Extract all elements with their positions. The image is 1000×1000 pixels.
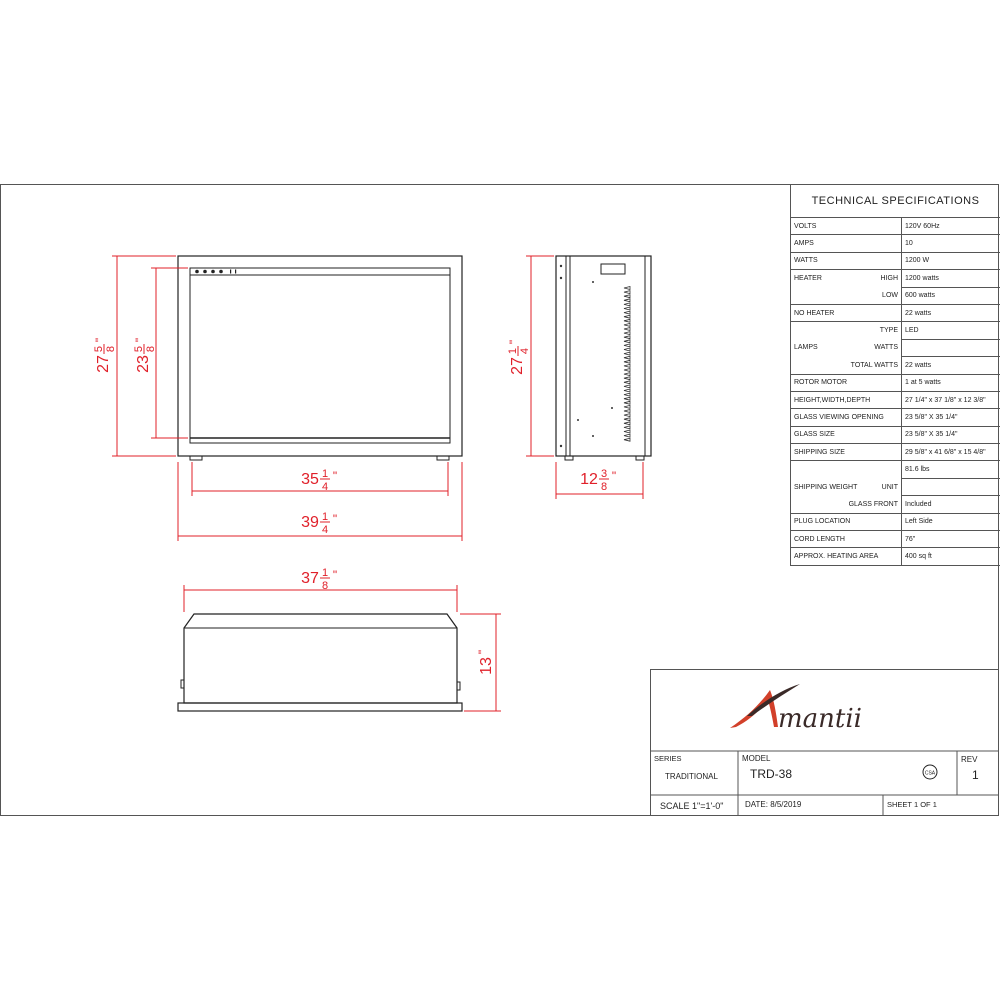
top-body-outline xyxy=(184,614,457,703)
series-label: SERIES xyxy=(654,754,682,763)
spec-row xyxy=(791,304,1000,321)
spec-value: 76" xyxy=(902,531,1000,548)
spec-value: 120V 60Hz xyxy=(902,218,1000,235)
vent-slot xyxy=(624,364,630,367)
vent-slot xyxy=(624,430,630,433)
vent-slot xyxy=(624,295,630,298)
vent-slot xyxy=(624,377,630,380)
spec-sublabel: GLASS FRONT xyxy=(848,500,898,508)
model-value: TRD-38 xyxy=(750,767,793,781)
spec-row xyxy=(791,252,1000,269)
scale-text: SCALE 1"=1'-0" xyxy=(660,801,724,811)
spec-row xyxy=(791,357,1000,374)
spec-value: 22 watts xyxy=(902,357,1000,374)
spec-value xyxy=(902,478,1000,495)
dim-numerator: 1 xyxy=(321,567,329,579)
dim-whole: 13 xyxy=(478,657,495,675)
spec-row xyxy=(791,270,1000,287)
spec-sublabel: WATTS xyxy=(874,344,898,352)
dim-numerator: 3 xyxy=(600,468,608,480)
control-button-icon xyxy=(211,270,215,274)
vent-slot xyxy=(624,336,630,339)
spec-label: HEATER xyxy=(794,275,822,283)
spec-value: 600 watts xyxy=(902,287,1000,304)
top-dimensions xyxy=(184,585,501,711)
spec-sublabel: UNIT xyxy=(881,483,898,491)
vent-slot xyxy=(624,426,630,429)
dim-glass-height xyxy=(133,338,157,373)
vent-slot xyxy=(624,381,630,384)
dim-whole: 23 xyxy=(135,355,152,373)
spec-value: 23 5/8" X 35 1/4" xyxy=(902,426,1000,443)
vent-slot xyxy=(624,397,630,400)
spec-row xyxy=(791,287,1000,304)
spec-label: WATTS xyxy=(791,252,902,269)
spec-sublabel: TYPE xyxy=(879,327,898,335)
spec-table xyxy=(791,218,1000,566)
vent-slot xyxy=(624,332,630,335)
side-vent-slots xyxy=(624,287,630,442)
spec-value: 22 watts xyxy=(902,304,1000,321)
front-dimensions xyxy=(112,256,462,541)
side-foot-right xyxy=(636,456,644,460)
dim-glass-width xyxy=(301,468,337,493)
model-label: MODEL xyxy=(742,754,771,763)
dim-top-width xyxy=(301,567,337,592)
vent-slot xyxy=(624,299,630,302)
vent-slot xyxy=(624,340,630,343)
dim-front-height xyxy=(93,338,117,373)
spec-value: 27 1/4" x 37 1/8" x 12 3/8" xyxy=(902,391,1000,408)
spec-row xyxy=(791,513,1000,530)
dim-whole: 37 xyxy=(301,570,319,587)
screw-hole-icon xyxy=(560,277,562,279)
spec-value: LED xyxy=(902,322,1000,339)
vent-slot xyxy=(624,360,630,363)
spec-label: VOLTS xyxy=(791,218,902,235)
vent-slot xyxy=(624,323,630,326)
control-button-icon xyxy=(219,270,223,274)
vent-slot xyxy=(624,401,630,404)
dim-inch: " xyxy=(93,337,107,343)
logo-wordmark: mantii xyxy=(778,704,862,734)
dim-inch: " xyxy=(133,337,147,343)
dim-side-height xyxy=(507,340,531,375)
screw-hole-icon xyxy=(560,445,562,447)
sheet-text: SHEET 1 OF 1 xyxy=(887,800,937,809)
side-view xyxy=(556,256,651,460)
spec-label: ROTOR MOTOR xyxy=(791,374,902,391)
vent-slot xyxy=(624,344,630,347)
spec-sublabel: TOTAL WATTS xyxy=(850,361,898,369)
spec-row xyxy=(791,478,1000,495)
spec-value: 1200 W xyxy=(902,252,1000,269)
spec-row xyxy=(791,409,1000,426)
dim-denominator: 8 xyxy=(600,481,608,493)
screw-hole-icon xyxy=(577,419,579,421)
top-knob-left xyxy=(181,680,184,688)
spec-label: GLASS VIEWING OPENING xyxy=(791,409,902,426)
vent-slot xyxy=(624,319,630,322)
spec-row xyxy=(791,391,1000,408)
screw-hole-icon xyxy=(592,435,594,437)
vent-slot xyxy=(624,328,630,331)
spec-value: 1200 watts xyxy=(902,270,1000,287)
front-foot-left xyxy=(190,456,202,460)
top-knob-right xyxy=(457,682,460,690)
spec-panel xyxy=(790,185,1000,566)
dim-numerator: 1 xyxy=(321,468,329,480)
dim-denominator: 4 xyxy=(519,347,531,355)
spec-row xyxy=(791,339,1000,356)
rev-value: 1 xyxy=(972,768,979,782)
spec-sublabel: HIGH xyxy=(880,275,898,283)
dim-numerator: 1 xyxy=(321,511,329,523)
spec-label: PLUG LOCATION xyxy=(791,513,902,530)
vent-slot xyxy=(624,405,630,408)
vent-slot xyxy=(624,356,630,359)
logo-swoosh xyxy=(730,690,778,728)
rev-label: REV xyxy=(961,755,978,764)
dim-denominator: 8 xyxy=(321,580,329,592)
dim-inch: " xyxy=(332,469,338,483)
spec-row xyxy=(791,374,1000,391)
spec-value: Left Side xyxy=(902,513,1000,530)
front-view xyxy=(178,256,462,460)
vent-slot xyxy=(624,291,630,294)
spec-value: 81.6 lbs xyxy=(902,461,1000,478)
dim-denominator: 4 xyxy=(321,524,329,536)
power-switch-icon xyxy=(230,270,231,274)
dim-denominator: 4 xyxy=(321,481,329,493)
top-view xyxy=(178,614,462,711)
dim-top-depth xyxy=(476,650,495,675)
spec-value: 23 5/8" X 35 1/4" xyxy=(902,409,1000,426)
vent-slot xyxy=(624,369,630,372)
front-inner-frame xyxy=(190,268,450,443)
front-foot-right xyxy=(437,456,449,460)
control-button-icon xyxy=(203,270,207,274)
spec-label: APPROX. HEATING AREA xyxy=(791,548,902,565)
amantii-logo xyxy=(730,684,862,734)
spec-row xyxy=(791,218,1000,235)
dim-denominator: 8 xyxy=(105,345,117,353)
dim-whole: 12 xyxy=(580,471,598,488)
dim-inch: " xyxy=(476,649,490,655)
dim-overall-width xyxy=(301,511,337,536)
title-block xyxy=(650,670,999,816)
spec-label: SHIPPING SIZE xyxy=(791,444,902,461)
vent-slot xyxy=(624,352,630,355)
control-button-icon xyxy=(195,270,199,274)
spec-label: GLASS SIZE xyxy=(791,426,902,443)
vent-slot xyxy=(624,418,630,421)
spec-value: 10 xyxy=(902,235,1000,252)
vent-slot xyxy=(624,385,630,388)
csa-cert-icon xyxy=(923,765,937,779)
spec-value: 1 at 5 watts xyxy=(902,374,1000,391)
vent-slot xyxy=(624,287,630,290)
vent-slot xyxy=(624,438,630,441)
vent-slot xyxy=(624,311,630,314)
dim-whole: 27 xyxy=(95,355,112,373)
dim-whole: 27 xyxy=(509,357,526,375)
dim-numerator: 5 xyxy=(133,345,145,353)
dim-side-depth xyxy=(580,468,616,493)
side-foot-left xyxy=(565,456,573,460)
side-back-plate xyxy=(645,256,651,456)
spec-label: CORD LENGTH xyxy=(791,531,902,548)
front-outer-frame xyxy=(178,256,462,456)
screw-hole-icon xyxy=(611,407,613,409)
spec-label: AMPS xyxy=(791,235,902,252)
dim-denominator: 8 xyxy=(145,345,157,353)
series-value: TRADITIONAL xyxy=(665,772,718,781)
spec-sublabel: LOW xyxy=(882,292,898,299)
date-text: DATE: 8/5/2019 xyxy=(745,800,802,809)
spec-value: Included xyxy=(902,496,1000,513)
spec-row xyxy=(791,461,1000,478)
spec-row xyxy=(791,444,1000,461)
spec-row xyxy=(791,322,1000,339)
vent-slot xyxy=(624,373,630,376)
cert-mark: CSA xyxy=(924,770,936,777)
dim-numerator: 1 xyxy=(507,347,519,355)
top-front-plate xyxy=(178,703,462,711)
spec-value xyxy=(902,339,1000,356)
vent-slot xyxy=(624,422,630,425)
vent-slot xyxy=(624,410,630,413)
vent-slot xyxy=(624,414,630,417)
spec-row xyxy=(791,531,1000,548)
dim-inch: " xyxy=(611,469,617,483)
dim-whole: 35 xyxy=(301,471,319,488)
dim-numerator: 5 xyxy=(93,345,105,353)
vent-slot xyxy=(624,393,630,396)
vent-slot xyxy=(624,434,630,437)
screw-hole-icon xyxy=(560,265,562,267)
control-buttons xyxy=(195,270,236,274)
spec-label: HEIGHT,WIDTH,DEPTH xyxy=(791,391,902,408)
dim-inch: " xyxy=(332,568,338,582)
vent-slot xyxy=(624,389,630,392)
spec-label: NO HEATER xyxy=(791,304,902,321)
screw-hole-icon xyxy=(592,281,594,283)
vent-slot xyxy=(624,307,630,310)
vent-slot xyxy=(624,348,630,351)
spec-title: TECHNICAL SPECIFICATIONS xyxy=(791,185,1000,218)
spec-row xyxy=(791,235,1000,252)
spec-label: LAMPS xyxy=(794,344,818,352)
spec-row xyxy=(791,496,1000,513)
dim-whole: 39 xyxy=(301,514,319,531)
side-label-plate xyxy=(601,264,625,274)
spec-row xyxy=(791,548,1000,565)
power-switch-icon xyxy=(235,270,236,274)
spec-label: SHIPPING WEIGHT xyxy=(794,483,858,491)
spec-value: 400 sq ft xyxy=(902,548,1000,565)
dim-inch: " xyxy=(507,339,521,345)
dim-inch: " xyxy=(332,512,338,526)
spec-row xyxy=(791,426,1000,443)
side-screw-holes xyxy=(560,265,613,447)
spec-value: 29 5/8" x 41 6/8" x 15 4/8" xyxy=(902,444,1000,461)
vent-slot xyxy=(624,315,630,318)
vent-slot xyxy=(624,303,630,306)
